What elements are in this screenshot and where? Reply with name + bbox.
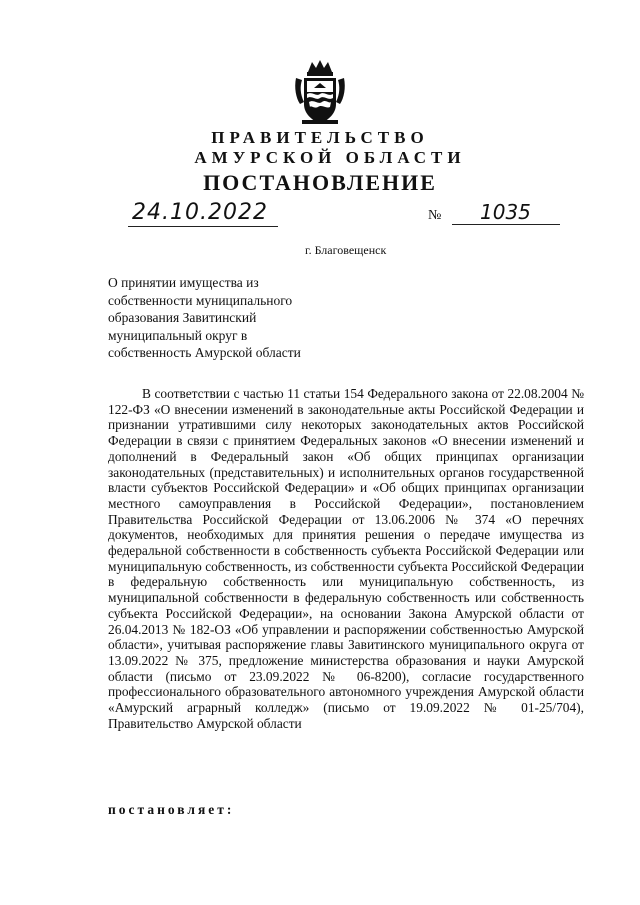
subject-line: О принятии имущества из (108, 275, 259, 290)
document-number: 1035 (480, 200, 531, 224)
coat-of-arms-emblem (292, 58, 348, 128)
document-city: г. Благовещенск (305, 243, 387, 257)
subject-line: образования Завитинский (108, 310, 257, 325)
government-title: ПРАВИТЕЛЬСТВО (211, 128, 429, 147)
number-underline (452, 224, 560, 225)
document-type: ПОСТАНОВЛЕНИЕ (203, 170, 437, 195)
region-title: АМУРСКОЙ ОБЛАСТИ (194, 148, 466, 167)
document-subject (108, 274, 368, 362)
date-underline (128, 226, 278, 227)
document-date: 24.10.2022 (132, 200, 268, 225)
subject-line: муниципальный округ в (108, 327, 248, 343)
subject-line: собственности муниципального (108, 292, 293, 308)
number-sign: № (428, 208, 442, 223)
resolves-keyword: постановляет: (108, 802, 235, 817)
subject-line: собственность Амурской области (108, 345, 301, 360)
preamble-paragraph: В соответствии с частью 11 статьи 154 Федерального закона от 22.08.2004 № 122-ФЗ «О внесении изменений в законодательные акты Российской Федерации и признании утратившими силу некоторых законодательных актов Российской Федерации в связи с принятием Федеральных законов «О внесении изменений и дополнений в Федеральный закон «Об общих принципах организации законодательных (представительных) и исполнительных органов государственной власти субъектов Российской Федерации» и «Об общих принципах организации местного самоуправления в Российской Федерации», постановлением Правительства Российской Федерации от 13.06.2006 № 374 «О перечнях документов, необходимых для принятия решения о передаче имущества из федеральной собственности в собственность субъекта Российской Федерации или муниципальную собственность, из собственности субъекта Российской Федерации в федеральную собственность или муниципальную собственность, из муниципальной собственности в федеральную собственность или собственность субъекта Российской Федерации», на основании Закона Амурской области от 26.04.2013 № 182-ОЗ «Об управлении и распоряжении собственностью Амурской области», учитывая распоряжение главы Завитинского муниципального округа от 13.09.2022 № 375, предложение министерства образования и науки Амурской области (письмо от 23.09.2022 № 06-8200), согласие государственного профессионального образовательного автономного учреждения Амурской области «Амурский аграрный колледж» (письмо от 19.09.2022 № 01-25/704), Правительство Амурской области (108, 386, 584, 731)
